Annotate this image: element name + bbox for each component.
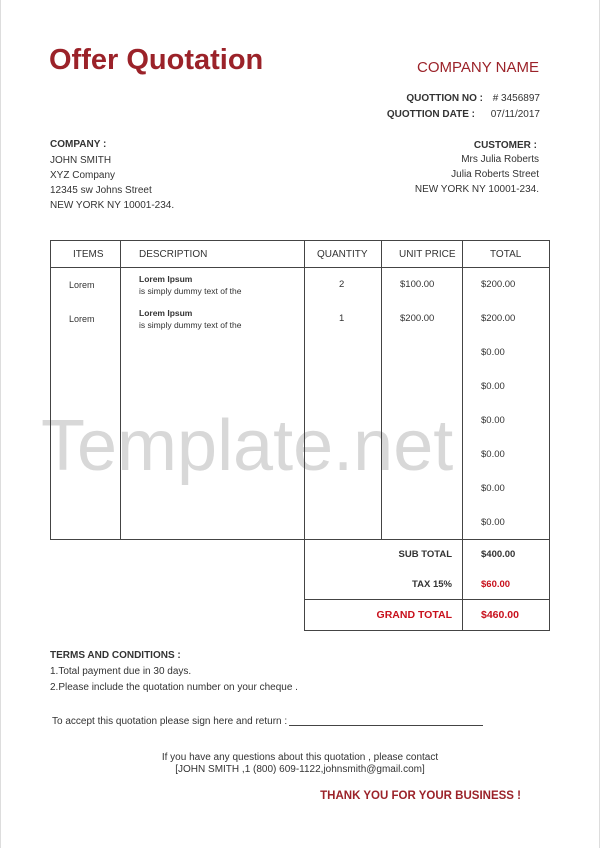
company-line: XYZ Company [50,170,116,181]
row-desc: is simply dummy text of the [139,320,242,330]
header-description: DESCRIPTION [139,249,208,260]
header-total: TOTAL [490,249,522,260]
signature-line[interactable] [289,725,483,726]
grand-total-value: $460.00 [481,609,519,621]
header-unit-price: UNIT PRICE [399,249,456,260]
thank-you: THANK YOU FOR YOUR BUSINESS ! [320,790,521,802]
quote-no-label: QUOTTION NO : [406,93,483,104]
row-total-empty: $0.00 [481,483,505,494]
header-quantity: QUANTITY [317,249,368,260]
terms-label: TERMS AND CONDITIONS : [50,650,181,661]
terms-item: 1.Total payment due in 30 days. [50,666,192,677]
tax-label: TAX 15% [412,579,452,590]
contact-text: If you have any questions about this quotation , please contact [161,752,439,763]
watermark: Template.net [41,406,454,486]
row-total-empty: $0.00 [481,517,505,528]
company-name: COMPANY NAME [417,59,539,76]
row-total-empty: $0.00 [481,381,505,392]
row-total: $200.00 [481,313,516,324]
row-unit: $200.00 [400,313,435,324]
company-label: COMPANY : [50,139,107,150]
quote-date-label: QUOTTION DATE : [386,109,475,120]
totals-box [304,539,550,631]
row-total-empty: $0.00 [481,415,505,426]
contact-details: [JOHN SMITH ,1 (800) 609-1122,johnsmith@gmail.com] [175,764,425,775]
customer-label: CUSTOMER : [473,140,537,151]
row-qty: 1 [339,313,345,324]
customer-line: Julia Roberts Street [451,169,539,180]
header-items: ITEMS [73,249,104,260]
company-line: JOHN SMITH [50,155,112,166]
customer-line: NEW YORK NY 10001-234. [414,184,539,195]
row-item: Lorem [69,314,95,324]
row-total: $200.00 [481,279,516,290]
company-line: NEW YORK NY 10001-234. [50,200,175,211]
row-item: Lorem [69,280,95,290]
company-line: 12345 sw Johns Street [50,185,152,196]
row-desc-title: Lorem Ipsum [139,274,193,284]
page-title: Offer Quotation [49,44,264,76]
row-desc: is simply dummy text of the [139,286,242,296]
row-desc-title: Lorem Ipsum [139,308,193,318]
row-total-empty: $0.00 [481,449,505,460]
customer-line: Mrs Julia Roberts [461,154,539,165]
quote-date: 07/11/2017 [490,109,540,120]
subtotal-label: SUB TOTAL [398,549,452,560]
row-unit: $100.00 [400,279,435,290]
items-table [50,240,550,540]
tax-value: $60.00 [481,579,511,590]
subtotal-value: $400.00 [481,549,516,560]
row-qty: 2 [339,279,345,290]
accept-text: To accept this quotation please sign here and return : [52,716,288,727]
row-total-empty: $0.00 [481,347,505,358]
quote-no: # 3456897 [492,93,540,104]
grand-total-label: GRAND TOTAL [376,609,452,621]
terms-item: 2.Please include the quotation number on your cheque . [50,682,298,693]
